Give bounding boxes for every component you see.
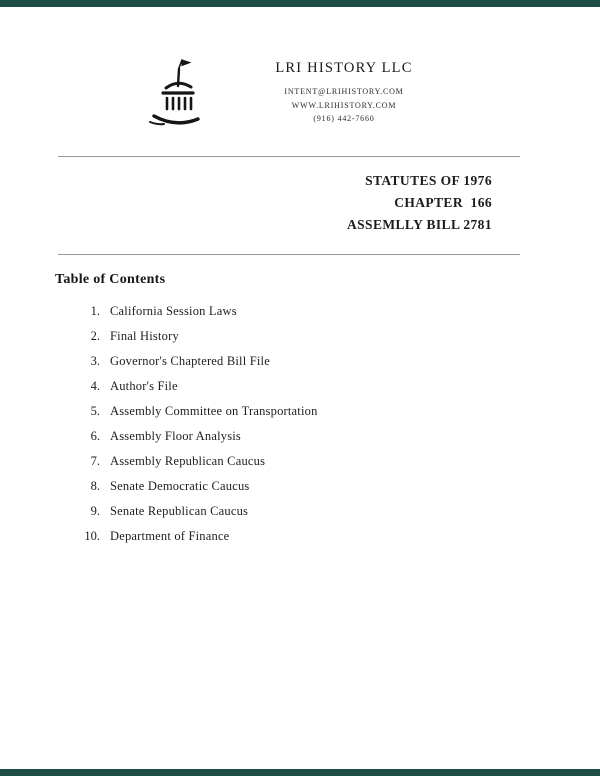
- toc-item-label: Assembly Republican Caucus: [110, 454, 266, 468]
- toc-item: [0, 479, 600, 504]
- toc-item-number: 7.: [90, 454, 100, 468]
- divider-top: [58, 156, 520, 157]
- toc-item: [0, 429, 600, 454]
- toc-item-label: Author's File: [110, 379, 178, 393]
- toc-item: [0, 354, 600, 379]
- toc-item-number: 10.: [84, 529, 100, 543]
- toc-item-number: 9.: [90, 504, 100, 518]
- bottom-border-bar: [0, 769, 600, 776]
- toc-item-label: Assembly Floor Analysis: [110, 429, 241, 443]
- toc-item-number: 4.: [90, 379, 100, 393]
- toc-item-label: Final History: [110, 329, 179, 343]
- statutes-line: STATUTES OF 1976: [365, 173, 492, 188]
- contact-website: WWW.LRIHISTORY.COM: [291, 100, 397, 110]
- toc-list: [0, 304, 600, 554]
- toc-item-number: 3.: [90, 354, 100, 368]
- toc-item-number: 5.: [90, 404, 100, 418]
- toc-item-number: 2.: [90, 329, 100, 343]
- top-border-bar: [0, 0, 600, 7]
- divider-middle: [58, 254, 520, 255]
- toc-item-number: 8.: [90, 479, 100, 493]
- toc-item-label: Department of Finance: [110, 529, 230, 543]
- toc-item-number: 6.: [90, 429, 100, 443]
- toc-item: [0, 304, 600, 329]
- toc-item-label: California Session Laws: [110, 304, 237, 318]
- chapter-line: CHAPTER 166: [394, 195, 492, 210]
- toc-item: [0, 454, 600, 479]
- assembly-bill-line: ASSEMLLY BILL 2781: [346, 217, 492, 232]
- contact-phone: (916) 442-7660: [313, 114, 375, 124]
- capitol-sketch-icon: [146, 56, 208, 130]
- toc-item-label: Governor's Chaptered Bill File: [110, 354, 270, 368]
- bill-title-block: [0, 170, 492, 236]
- toc-item-label: Assembly Committee on Transportation: [110, 404, 318, 418]
- toc-item-label: Senate Republican Caucus: [110, 504, 249, 518]
- toc-heading: Table of Contents: [55, 272, 166, 287]
- toc-item-label: Senate Democratic Caucus: [110, 479, 250, 493]
- toc-item: [0, 529, 600, 554]
- company-name: LRI HISTORY LLC: [275, 60, 413, 77]
- toc-item: [0, 329, 600, 354]
- letterhead: [0, 56, 600, 130]
- toc-item: [0, 404, 600, 429]
- toc-item: [0, 379, 600, 404]
- contact-email: INTENT@LRIHISTORY.COM: [284, 87, 404, 97]
- letterhead-text: [234, 60, 454, 126]
- toc-item-number: 1.: [90, 304, 100, 318]
- toc-item: [0, 504, 600, 529]
